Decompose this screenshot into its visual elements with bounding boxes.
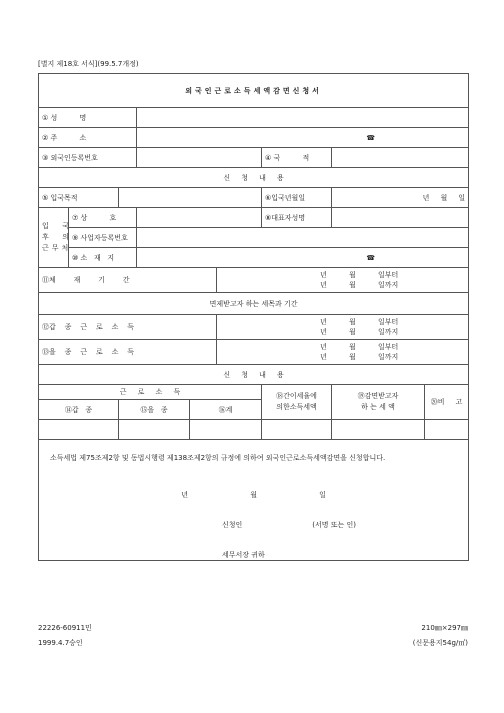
tax-office-chief: 세무서장 귀하 bbox=[222, 551, 265, 559]
purpose-field[interactable] bbox=[119, 188, 262, 208]
eul-label: ⑬을 종 근 로 소 득 bbox=[39, 340, 217, 365]
kap-field[interactable] bbox=[217, 315, 469, 340]
company-label: ⑦ 상 호 bbox=[69, 208, 137, 228]
address-label: ② 주 소 bbox=[39, 128, 137, 148]
address-field[interactable] bbox=[137, 128, 469, 148]
reg-no-field[interactable] bbox=[137, 148, 262, 168]
paper-type: (신문용지54g/㎡) bbox=[412, 639, 468, 647]
entry-date-label: ⑥입국년월일 bbox=[262, 188, 332, 208]
signature-label: (서명 또는 인) bbox=[312, 521, 357, 529]
total-amount-field[interactable] bbox=[190, 420, 262, 440]
applicant-label: 신청인 bbox=[222, 521, 243, 529]
rep-label: ⑧대표자성명 bbox=[262, 208, 332, 228]
total-sub-header: ⑯계 bbox=[190, 400, 262, 420]
remarks-field[interactable] bbox=[425, 420, 469, 440]
eul-field[interactable] bbox=[217, 340, 469, 365]
period-to: 년 월 일까지 bbox=[320, 281, 399, 289]
declaration-date: 년 월 일 bbox=[181, 491, 356, 499]
workplace-label: 입 국 후 의 근무처 bbox=[39, 208, 69, 268]
name-label: ① 성 명 bbox=[39, 108, 137, 128]
rep-field[interactable] bbox=[332, 208, 469, 228]
kap-label: ⑫갑 종 근 로 소 득 bbox=[39, 315, 217, 340]
form-code: 22226-60911민 bbox=[38, 624, 92, 632]
biz-no-label: ⑨ 사업자등록번호 bbox=[69, 228, 137, 248]
nationality-label: ④ 국 적 bbox=[262, 148, 332, 168]
remarks-header: ⑳비 고 bbox=[425, 385, 469, 420]
section-application: 신 청 내 용 bbox=[39, 168, 469, 188]
stay-label: ⑪체 재 기 간 bbox=[39, 268, 217, 293]
stay-field[interactable] bbox=[217, 268, 469, 293]
exempt-tax-field[interactable] bbox=[332, 420, 425, 440]
location-label: ⑩ 소 재 지 bbox=[69, 248, 137, 268]
declaration-block bbox=[39, 440, 469, 561]
eul-amount-field[interactable] bbox=[119, 420, 190, 440]
form-title: 외국인근로소득세액감면신청서 bbox=[39, 74, 469, 108]
application-form bbox=[38, 73, 469, 561]
biz-no-field[interactable] bbox=[137, 228, 469, 248]
exempt-tax-header: ⑲감면받고자 하 는 세 액 bbox=[332, 385, 425, 420]
location-field[interactable] bbox=[137, 248, 469, 268]
purpose-label: ⑤ 입국목적 bbox=[39, 188, 119, 208]
section-application-2: 신 청 내 용 bbox=[39, 365, 469, 385]
simple-tax-header: ⑱간이세율에 의한소득세액 bbox=[262, 385, 332, 420]
period-from: 년 월 일부터 bbox=[320, 343, 399, 351]
company-field[interactable] bbox=[137, 208, 262, 228]
nationality-field[interactable] bbox=[332, 148, 469, 168]
period-to: 년 월 일까지 bbox=[320, 328, 399, 336]
eul-sub-header: ⑮을 종 bbox=[119, 400, 190, 420]
kap-sub-header: ⑭갑 종 bbox=[39, 400, 119, 420]
form-number: [별지 제18호 서식](99.5.7개정) bbox=[38, 60, 139, 68]
phone-icon: ☎ bbox=[366, 253, 376, 262]
phone-icon: ☎ bbox=[366, 133, 376, 142]
kap-amount-field[interactable] bbox=[39, 420, 119, 440]
section-exempt: 면제받고자 하는 세목과 기간 bbox=[39, 293, 469, 315]
period-to: 년 월 일까지 bbox=[320, 353, 399, 361]
wage-header: 근 로 소 득 bbox=[39, 385, 262, 400]
approval-date: 1999.4.7승인 bbox=[38, 639, 83, 647]
name-field[interactable] bbox=[137, 108, 469, 128]
reg-no-label: ③ 외국인등록번호 bbox=[39, 148, 137, 168]
entry-date-field[interactable]: 년 월 일 bbox=[332, 188, 469, 208]
period-from: 년 월 일부터 bbox=[320, 271, 399, 279]
period-from: 년 월 일부터 bbox=[320, 318, 399, 326]
simple-tax-field[interactable] bbox=[262, 420, 332, 440]
paper-size: 210㎜×297㎜ bbox=[421, 624, 468, 632]
declaration-text: 소득세법 제75조제2항 및 동법시행령 제138조제2항의 규정에 의하여 외국인근로소득세액감면을 신청합니다. bbox=[50, 454, 386, 462]
